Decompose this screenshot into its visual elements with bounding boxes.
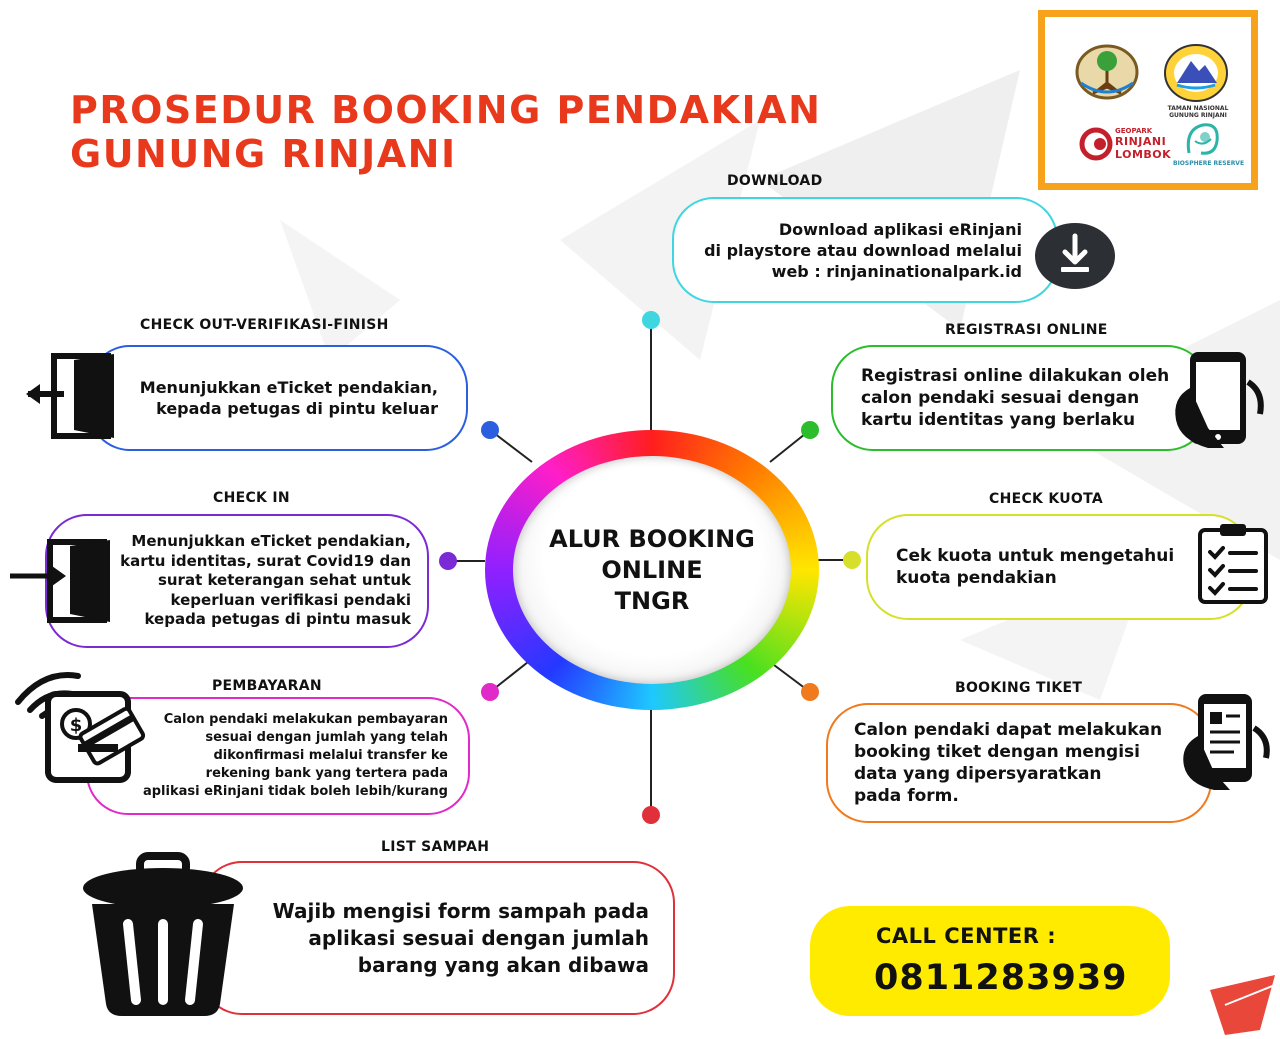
heading-booking: BOOKING TIKET	[955, 680, 1083, 696]
taman-nasional-logo-icon	[1163, 43, 1229, 103]
geopark-logo-icon	[1079, 127, 1113, 161]
trash-bin-icon	[78, 852, 248, 1020]
text-download: Download aplikasi eRinjani di playstore atau download melalui web : rinjaninationalpark.id	[704, 219, 1022, 281]
box-sampah	[200, 861, 675, 1015]
call-center-panel	[810, 906, 1170, 1016]
logo-panel	[1038, 10, 1258, 190]
box-checkout	[88, 345, 468, 451]
ministry-logo-icon	[1075, 43, 1139, 101]
text-registrasi: Registrasi online dilakukan oleh calon pendaki sesuai dengan kartu identitas yang berlaku	[861, 366, 1170, 430]
heading-registrasi: REGISTRASI ONLINE	[945, 322, 1108, 338]
text-checkin: Menunjukkan eTicket pendakian, kartu identitas, surat Covid19 dan surat keterangan sehat untuk keperluan verifikasi pendaki kepada petugas di pintu masuk	[120, 532, 411, 629]
clipboard-checklist-icon	[1194, 522, 1274, 606]
text-sampah: Wajib mengisi form sampah pada aplikasi sesuai dengan jumlah barang yang akan dibawa	[272, 898, 649, 977]
spoke-dot-download	[642, 311, 660, 329]
page-title: PROSEDUR BOOKING PENDAKIAN GUNUNG RINJANI	[70, 88, 822, 176]
biosphere-logo-icon	[1181, 119, 1225, 159]
phone-form-icon	[1176, 692, 1274, 792]
text-pembayaran: Calon pendaki melakukan pembayaran sesuai dengan jumlah yang telah dikonfirmasi melalui transfer ke rekening bank yang tertera pada aplikasi eRinjani tidak boleh lebih/kurang	[142, 712, 448, 799]
heading-kuota: CHECK KUOTA	[989, 491, 1104, 507]
text-checkout: Menunjukkan eTicket pendakian, kepada petugas di pintu keluar	[139, 378, 438, 418]
heading-download: DOWNLOAD	[727, 173, 823, 189]
biosphere-label: BIOSPHERE RESERVE	[1173, 160, 1245, 167]
box-booking	[826, 703, 1212, 823]
exit-door-icon	[24, 352, 120, 442]
box-registrasi	[831, 345, 1209, 451]
heading-pembayaran: PEMBAYARAN	[212, 678, 322, 694]
text-kuota: Cek kuota untuk mengetahui kuota pendakian	[896, 546, 1175, 588]
spoke-dot-pembayaran	[481, 683, 499, 701]
geopark-label-main: RINJANI	[1115, 135, 1167, 148]
spoke-dot-checkout	[481, 421, 499, 439]
call-center-label: CALL CENTER :	[876, 924, 1057, 948]
heading-checkout: CHECK OUT-VERIFIKASI-FINISH	[140, 317, 389, 333]
spoke-dot-registrasi	[801, 421, 819, 439]
call-center-number[interactable]: 0811283939	[874, 958, 1128, 998]
heading-checkin: CHECK IN	[213, 490, 290, 506]
mobile-payment-icon	[14, 666, 154, 786]
svg-text:$: $	[69, 715, 83, 736]
box-download	[672, 197, 1058, 303]
taman-nasional-logo-text: TAMAN NASIONAL GUNUNG RINJANI	[1167, 105, 1229, 119]
spoke-dot-sampah	[642, 806, 660, 824]
geopark-label-sub: LOMBOK	[1115, 148, 1172, 161]
central-hub	[485, 430, 819, 710]
spoke-dot-checkin	[439, 552, 457, 570]
phone-hand-icon	[1168, 348, 1268, 452]
heading-sampah: LIST SAMPAH	[381, 839, 490, 855]
text-booking: Calon pendaki dapat melakukan booking tiket dengan mengisi data yang dipersyaratkan pada form.	[854, 720, 1163, 806]
hub-label: ALUR BOOKING ONLINE TNGR	[513, 456, 791, 684]
spoke-dot-booking	[801, 683, 819, 701]
spoke-dot-kuota	[843, 551, 861, 569]
geopark-label-top: GEOPARK	[1115, 127, 1153, 135]
download-icon	[1034, 222, 1116, 290]
enter-door-icon	[8, 538, 114, 624]
